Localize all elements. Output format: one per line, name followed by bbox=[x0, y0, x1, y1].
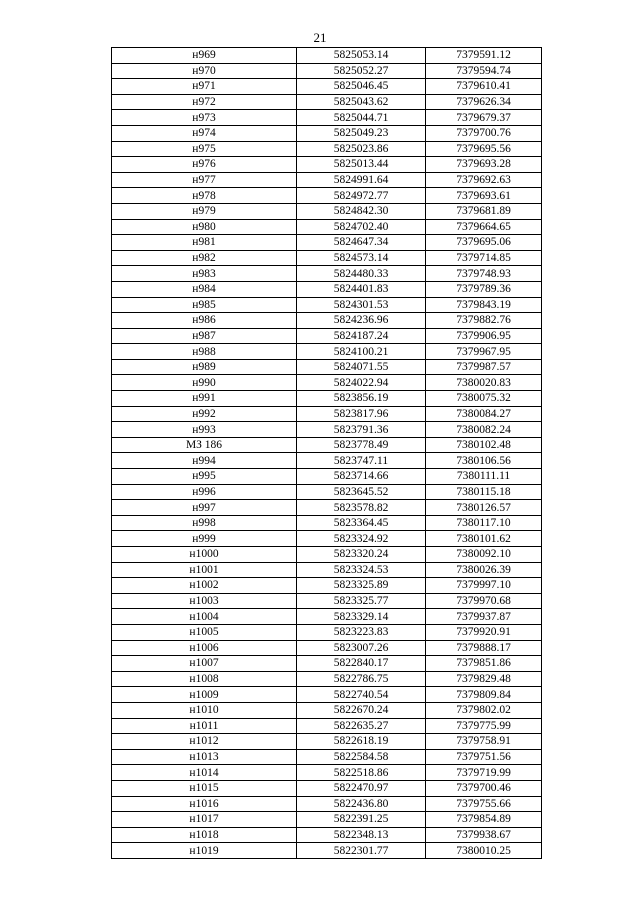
coord-y-cell: 7379967.95 bbox=[426, 344, 542, 360]
table-row bbox=[112, 188, 542, 204]
table-row bbox=[112, 110, 542, 126]
coord-y-cell: 7379693.61 bbox=[426, 188, 542, 204]
coord-x-cell: 5822391.25 bbox=[297, 812, 426, 828]
point-name-cell: н991 bbox=[112, 391, 297, 407]
coord-y-cell: 7379938.67 bbox=[426, 827, 542, 843]
coord-y-cell: 7379987.57 bbox=[426, 359, 542, 375]
coord-x-cell: 5822436.80 bbox=[297, 796, 426, 812]
point-name-cell: н997 bbox=[112, 500, 297, 516]
point-name-cell: н989 bbox=[112, 359, 297, 375]
point-name-cell: н976 bbox=[112, 157, 297, 173]
coord-x-cell: 5825053.14 bbox=[297, 48, 426, 64]
coord-y-cell: 7379692.63 bbox=[426, 172, 542, 188]
table-row bbox=[112, 157, 542, 173]
coord-x-cell: 5824301.53 bbox=[297, 297, 426, 313]
coord-y-cell: 7379937.87 bbox=[426, 609, 542, 625]
table-row bbox=[112, 48, 542, 64]
coord-y-cell: 7379888.17 bbox=[426, 640, 542, 656]
coord-x-cell: 5822786.75 bbox=[297, 671, 426, 687]
table-row bbox=[112, 734, 542, 750]
coord-y-cell: 7379829.48 bbox=[426, 671, 542, 687]
coord-x-cell: 5823645.52 bbox=[297, 484, 426, 500]
point-name-cell: н1013 bbox=[112, 749, 297, 765]
table-row bbox=[112, 328, 542, 344]
coord-y-cell: 7379610.41 bbox=[426, 79, 542, 95]
point-name-cell: н974 bbox=[112, 125, 297, 141]
coord-y-cell: 7380117.10 bbox=[426, 515, 542, 531]
coord-x-cell: 5822301.77 bbox=[297, 843, 426, 859]
coord-y-cell: 7379789.36 bbox=[426, 281, 542, 297]
coord-y-cell: 7379695.06 bbox=[426, 235, 542, 251]
point-name-cell: н984 bbox=[112, 281, 297, 297]
coord-y-cell: 7379906.95 bbox=[426, 328, 542, 344]
point-name-cell: н1009 bbox=[112, 687, 297, 703]
coord-x-cell: 5824071.55 bbox=[297, 359, 426, 375]
table-row bbox=[112, 344, 542, 360]
point-name-cell: н998 bbox=[112, 515, 297, 531]
table-row bbox=[112, 500, 542, 516]
coord-y-cell: 7379854.89 bbox=[426, 812, 542, 828]
point-name-cell: н994 bbox=[112, 453, 297, 469]
coord-x-cell: 5825043.62 bbox=[297, 94, 426, 110]
coord-x-cell: 5825046.45 bbox=[297, 79, 426, 95]
coord-x-cell: 5823364.45 bbox=[297, 515, 426, 531]
coord-x-cell: 5824842.30 bbox=[297, 203, 426, 219]
coord-y-cell: 7379758.91 bbox=[426, 734, 542, 750]
coord-x-cell: 5823324.53 bbox=[297, 562, 426, 578]
table-row bbox=[112, 531, 542, 547]
coord-y-cell: 7380111.11 bbox=[426, 469, 542, 485]
coord-x-cell: 5822618.19 bbox=[297, 734, 426, 750]
coord-y-cell: 7379664.65 bbox=[426, 219, 542, 235]
point-name-cell: н1001 bbox=[112, 562, 297, 578]
coord-y-cell: 7380126.57 bbox=[426, 500, 542, 516]
coord-x-cell: 5824480.33 bbox=[297, 266, 426, 282]
coord-y-cell: 7380010.25 bbox=[426, 843, 542, 859]
point-name-cell: н1000 bbox=[112, 547, 297, 563]
table-row bbox=[112, 515, 542, 531]
coord-x-cell: 5825023.86 bbox=[297, 141, 426, 157]
table-row bbox=[112, 547, 542, 563]
table-row bbox=[112, 609, 542, 625]
coord-y-cell: 7380026.39 bbox=[426, 562, 542, 578]
point-name-cell: н1011 bbox=[112, 718, 297, 734]
coord-y-cell: 7379755.66 bbox=[426, 796, 542, 812]
page-number: 21 bbox=[313, 30, 327, 45]
coord-x-cell: 5822635.27 bbox=[297, 718, 426, 734]
point-name-cell: н970 bbox=[112, 63, 297, 79]
table-row bbox=[112, 313, 542, 329]
table-row bbox=[112, 718, 542, 734]
coord-x-cell: 5825013.44 bbox=[297, 157, 426, 173]
coord-y-cell: 7379851.86 bbox=[426, 656, 542, 672]
coord-x-cell: 5823325.89 bbox=[297, 578, 426, 594]
coord-y-cell: 7380101.62 bbox=[426, 531, 542, 547]
coord-x-cell: 5822670.24 bbox=[297, 702, 426, 718]
table-row bbox=[112, 422, 542, 438]
table-row bbox=[112, 484, 542, 500]
point-name-cell: н983 bbox=[112, 266, 297, 282]
coord-y-cell: 7380020.83 bbox=[426, 375, 542, 391]
coord-x-cell: 5822470.97 bbox=[297, 780, 426, 796]
table-row bbox=[112, 125, 542, 141]
coord-y-cell: 7380084.27 bbox=[426, 406, 542, 422]
point-name-cell: н1014 bbox=[112, 765, 297, 781]
coord-x-cell: 5825052.27 bbox=[297, 63, 426, 79]
table-row bbox=[112, 391, 542, 407]
point-name-cell: н990 bbox=[112, 375, 297, 391]
coord-x-cell: 5824100.21 bbox=[297, 344, 426, 360]
coord-x-cell: 5822840.17 bbox=[297, 656, 426, 672]
point-name-cell: н993 bbox=[112, 422, 297, 438]
coord-y-cell: 7379700.46 bbox=[426, 780, 542, 796]
coord-x-cell: 5824401.83 bbox=[297, 281, 426, 297]
point-name-cell: н1005 bbox=[112, 624, 297, 640]
coord-y-cell: 7379997.10 bbox=[426, 578, 542, 594]
coord-x-cell: 5825049.23 bbox=[297, 125, 426, 141]
point-name-cell: н1004 bbox=[112, 609, 297, 625]
point-name-cell: н1002 bbox=[112, 578, 297, 594]
coord-y-cell: 7380115.18 bbox=[426, 484, 542, 500]
table-row bbox=[112, 812, 542, 828]
table-row bbox=[112, 437, 542, 453]
point-name-cell: МЗ 186 bbox=[112, 437, 297, 453]
coord-x-cell: 5824022.94 bbox=[297, 375, 426, 391]
table-row bbox=[112, 624, 542, 640]
coord-y-cell: 7379714.85 bbox=[426, 250, 542, 266]
coord-y-cell: 7380106.56 bbox=[426, 453, 542, 469]
coord-y-cell: 7380102.48 bbox=[426, 437, 542, 453]
point-name-cell: н1017 bbox=[112, 812, 297, 828]
table-row bbox=[112, 79, 542, 95]
coord-x-cell: 5823329.14 bbox=[297, 609, 426, 625]
point-name-cell: н969 bbox=[112, 48, 297, 64]
table-row bbox=[112, 63, 542, 79]
point-name-cell: н971 bbox=[112, 79, 297, 95]
table-row bbox=[112, 469, 542, 485]
table-row bbox=[112, 749, 542, 765]
coord-x-cell: 5823856.19 bbox=[297, 391, 426, 407]
table-row bbox=[112, 671, 542, 687]
point-name-cell: н1010 bbox=[112, 702, 297, 718]
point-name-cell: н1018 bbox=[112, 827, 297, 843]
coord-x-cell: 5823324.92 bbox=[297, 531, 426, 547]
table-row bbox=[112, 172, 542, 188]
point-name-cell: н987 bbox=[112, 328, 297, 344]
table-row bbox=[112, 359, 542, 375]
coord-y-cell: 7379693.28 bbox=[426, 157, 542, 173]
coord-x-cell: 5823817.96 bbox=[297, 406, 426, 422]
coord-y-cell: 7379626.34 bbox=[426, 94, 542, 110]
coord-x-cell: 5823223.83 bbox=[297, 624, 426, 640]
point-name-cell: н978 bbox=[112, 188, 297, 204]
table-row bbox=[112, 702, 542, 718]
table-row bbox=[112, 406, 542, 422]
table-row bbox=[112, 281, 542, 297]
point-name-cell: н988 bbox=[112, 344, 297, 360]
table-row bbox=[112, 687, 542, 703]
coord-y-cell: 7379751.56 bbox=[426, 749, 542, 765]
table-row bbox=[112, 827, 542, 843]
table-row bbox=[112, 266, 542, 282]
coord-y-cell: 7379775.99 bbox=[426, 718, 542, 734]
point-name-cell: н982 bbox=[112, 250, 297, 266]
coord-y-cell: 7379679.37 bbox=[426, 110, 542, 126]
point-name-cell: н1007 bbox=[112, 656, 297, 672]
coord-y-cell: 7379843.19 bbox=[426, 297, 542, 313]
point-name-cell: н1015 bbox=[112, 780, 297, 796]
point-name-cell: н996 bbox=[112, 484, 297, 500]
point-name-cell: н972 bbox=[112, 94, 297, 110]
coordinates-table-body bbox=[112, 48, 542, 859]
coord-x-cell: 5822518.86 bbox=[297, 765, 426, 781]
coord-y-cell: 7379920.91 bbox=[426, 624, 542, 640]
table-row bbox=[112, 578, 542, 594]
point-name-cell: н981 bbox=[112, 235, 297, 251]
table-row bbox=[112, 765, 542, 781]
coord-y-cell: 7379594.74 bbox=[426, 63, 542, 79]
table-row bbox=[112, 235, 542, 251]
coordinates-table bbox=[111, 47, 542, 859]
coord-y-cell: 7380092.10 bbox=[426, 547, 542, 563]
coord-y-cell: 7379802.02 bbox=[426, 702, 542, 718]
coord-x-cell: 5823791.36 bbox=[297, 422, 426, 438]
table-row bbox=[112, 593, 542, 609]
coord-y-cell: 7379591.12 bbox=[426, 48, 542, 64]
point-name-cell: н977 bbox=[112, 172, 297, 188]
point-name-cell: н999 bbox=[112, 531, 297, 547]
coord-x-cell: 5824972.77 bbox=[297, 188, 426, 204]
table-row bbox=[112, 843, 542, 859]
point-name-cell: н985 bbox=[112, 297, 297, 313]
table-row bbox=[112, 203, 542, 219]
table-row bbox=[112, 656, 542, 672]
coord-x-cell: 5822740.54 bbox=[297, 687, 426, 703]
coord-x-cell: 5823325.77 bbox=[297, 593, 426, 609]
coord-x-cell: 5823578.82 bbox=[297, 500, 426, 516]
coord-y-cell: 7379748.93 bbox=[426, 266, 542, 282]
coord-y-cell: 7379719.99 bbox=[426, 765, 542, 781]
point-name-cell: н980 bbox=[112, 219, 297, 235]
table-row bbox=[112, 219, 542, 235]
table-row bbox=[112, 250, 542, 266]
coord-x-cell: 5824573.14 bbox=[297, 250, 426, 266]
point-name-cell: н1003 bbox=[112, 593, 297, 609]
coord-x-cell: 5824702.40 bbox=[297, 219, 426, 235]
table-row bbox=[112, 141, 542, 157]
point-name-cell: н1008 bbox=[112, 671, 297, 687]
coord-x-cell: 5825044.71 bbox=[297, 110, 426, 126]
point-name-cell: н1006 bbox=[112, 640, 297, 656]
point-name-cell: н979 bbox=[112, 203, 297, 219]
table-row bbox=[112, 780, 542, 796]
point-name-cell: н986 bbox=[112, 313, 297, 329]
table-row bbox=[112, 562, 542, 578]
point-name-cell: н975 bbox=[112, 141, 297, 157]
coord-x-cell: 5822348.13 bbox=[297, 827, 426, 843]
point-name-cell: н1019 bbox=[112, 843, 297, 859]
table-row bbox=[112, 94, 542, 110]
coord-x-cell: 5822584.58 bbox=[297, 749, 426, 765]
coord-x-cell: 5824187.24 bbox=[297, 328, 426, 344]
table-row bbox=[112, 796, 542, 812]
table-row bbox=[112, 453, 542, 469]
point-name-cell: н973 bbox=[112, 110, 297, 126]
table-row bbox=[112, 375, 542, 391]
coord-y-cell: 7379809.84 bbox=[426, 687, 542, 703]
point-name-cell: н995 bbox=[112, 469, 297, 485]
coord-x-cell: 5823007.26 bbox=[297, 640, 426, 656]
coord-y-cell: 7380075.32 bbox=[426, 391, 542, 407]
table-row bbox=[112, 640, 542, 656]
table-row bbox=[112, 297, 542, 313]
coord-y-cell: 7380082.24 bbox=[426, 422, 542, 438]
coord-y-cell: 7379970.68 bbox=[426, 593, 542, 609]
coord-x-cell: 5823320.24 bbox=[297, 547, 426, 563]
coord-y-cell: 7379695.56 bbox=[426, 141, 542, 157]
coord-x-cell: 5823714.66 bbox=[297, 469, 426, 485]
coord-y-cell: 7379882.76 bbox=[426, 313, 542, 329]
coord-x-cell: 5824236.96 bbox=[297, 313, 426, 329]
coord-y-cell: 7379681.89 bbox=[426, 203, 542, 219]
coord-y-cell: 7379700.76 bbox=[426, 125, 542, 141]
coord-x-cell: 5824991.64 bbox=[297, 172, 426, 188]
point-name-cell: н992 bbox=[112, 406, 297, 422]
point-name-cell: н1016 bbox=[112, 796, 297, 812]
coord-x-cell: 5823778.49 bbox=[297, 437, 426, 453]
point-name-cell: н1012 bbox=[112, 734, 297, 750]
coord-x-cell: 5824647.34 bbox=[297, 235, 426, 251]
coord-x-cell: 5823747.11 bbox=[297, 453, 426, 469]
